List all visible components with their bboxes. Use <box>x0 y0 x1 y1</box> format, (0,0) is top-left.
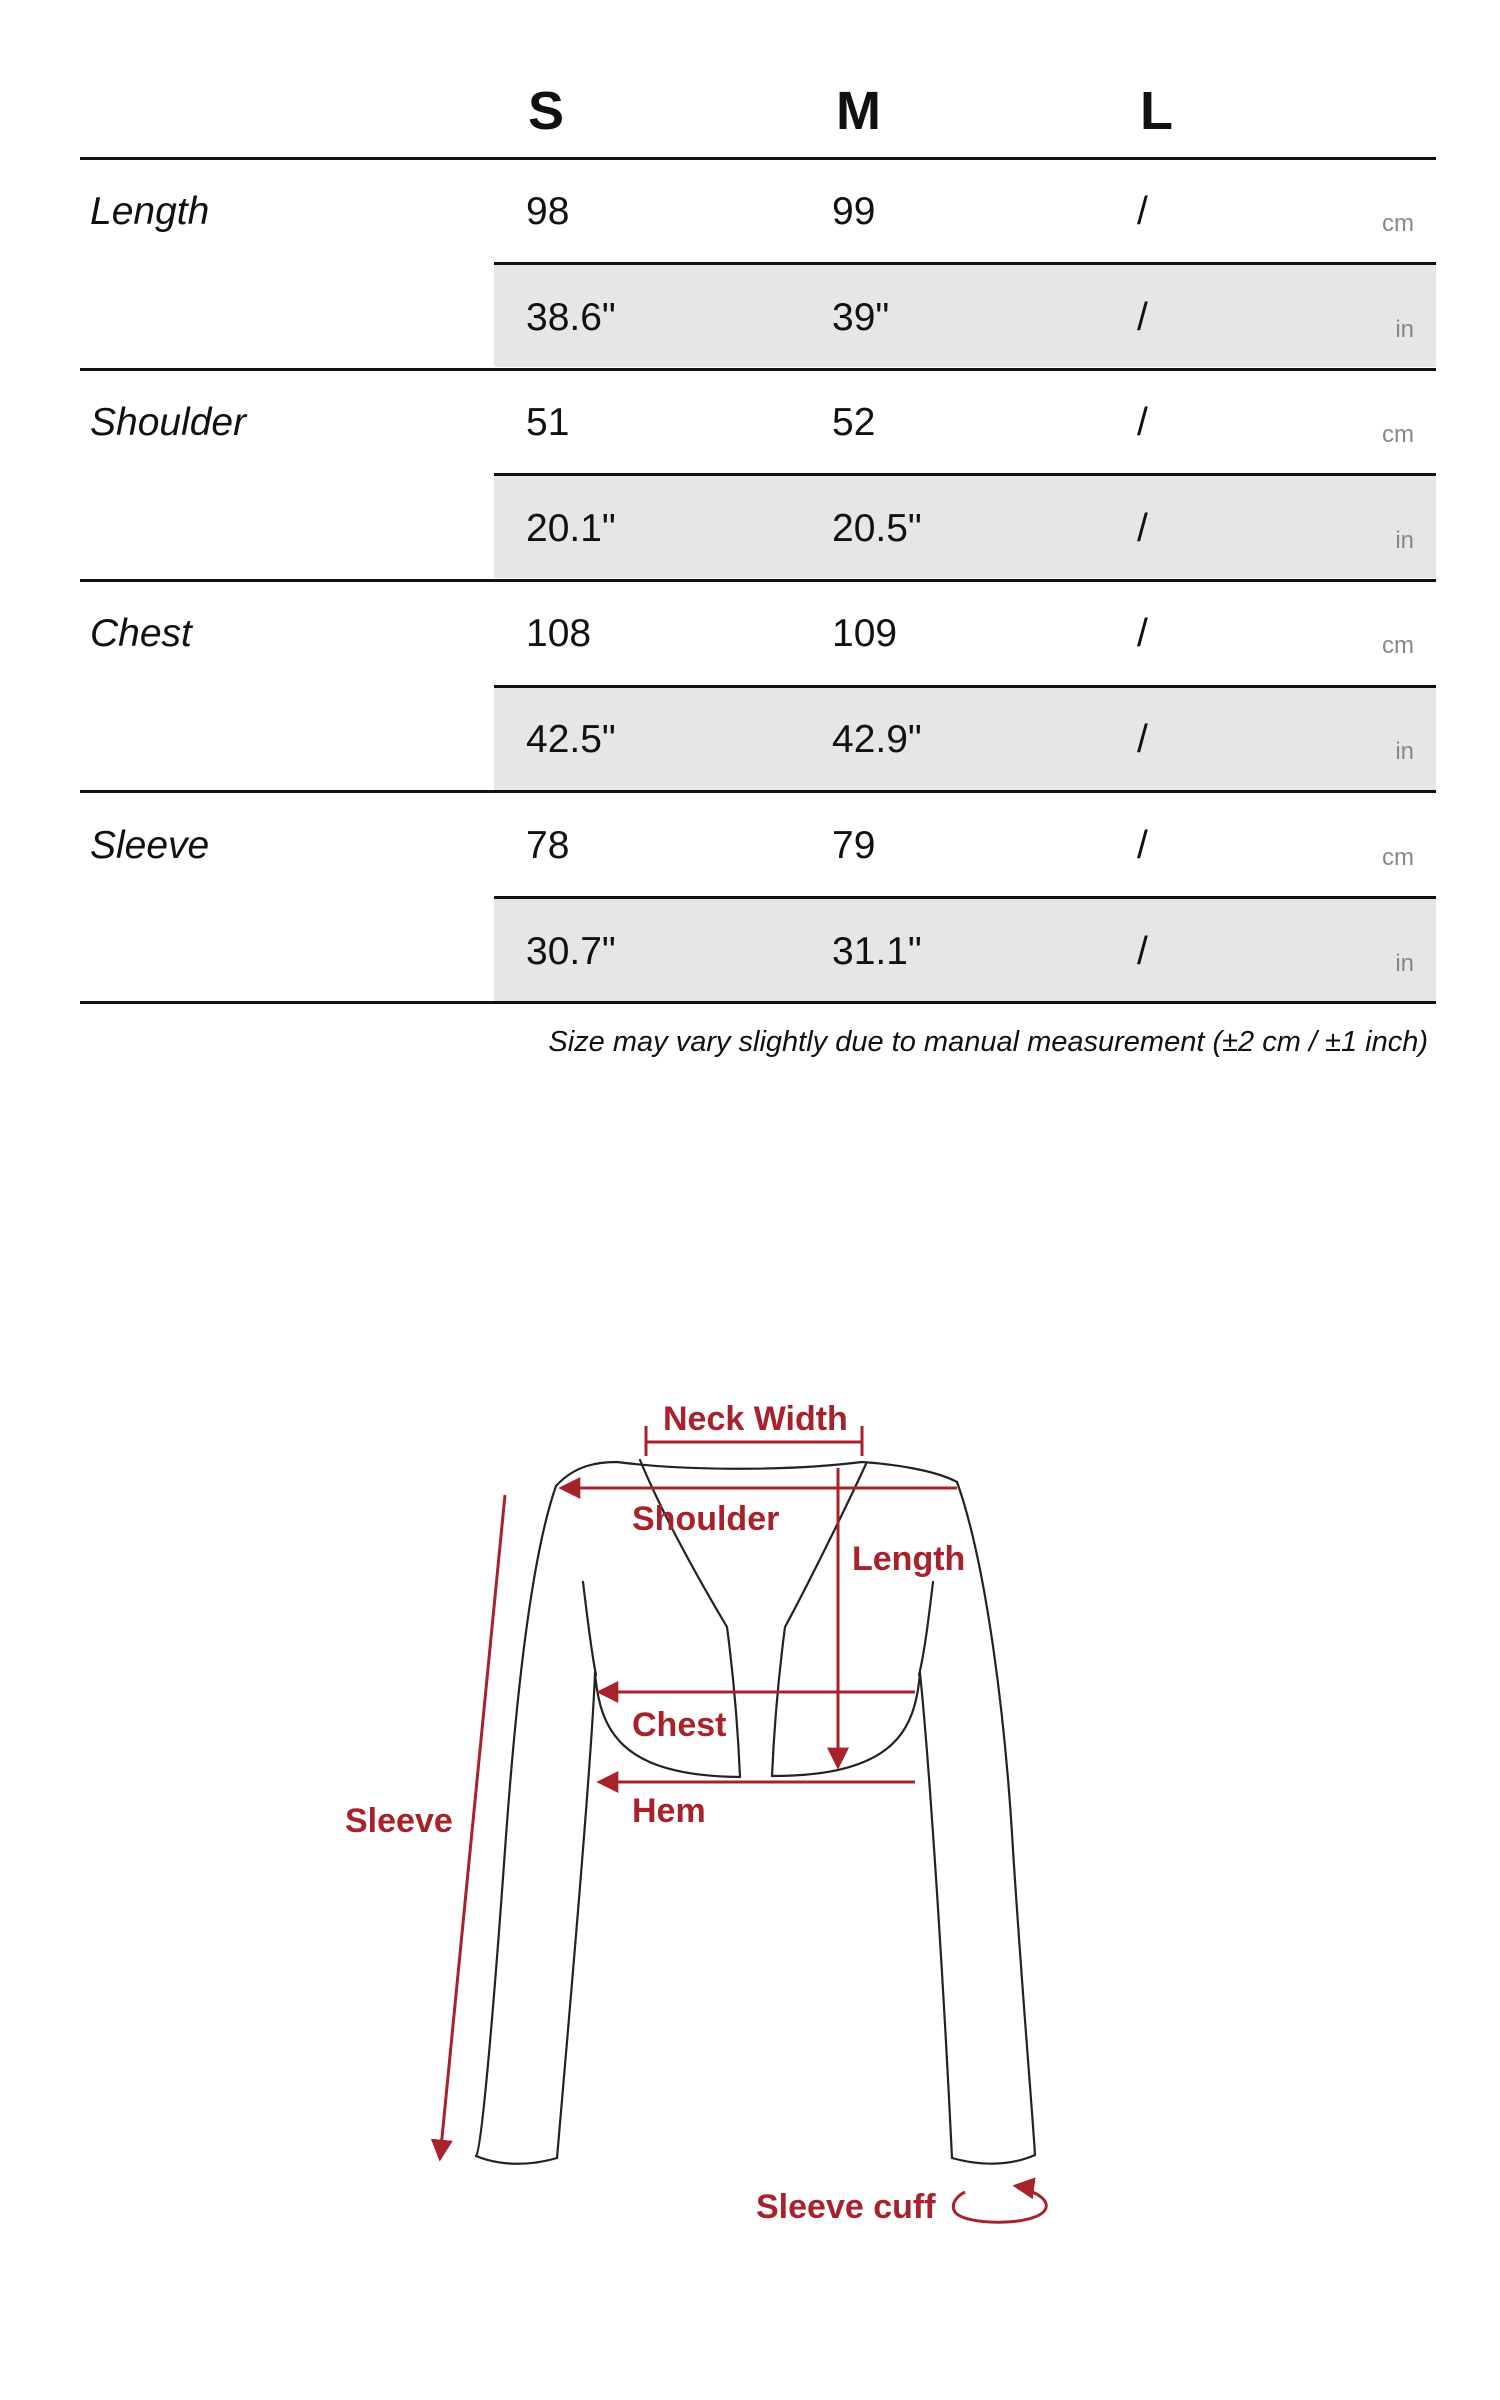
cell-length-m-cm: 99 <box>832 190 876 233</box>
label-sleeve: Sleeve <box>345 1802 453 1840</box>
cell-chest-m-cm: 109 <box>832 612 898 655</box>
garment-measurement-diagram <box>0 1330 1500 2270</box>
cell-chest-m-in: 42.9" <box>832 718 922 761</box>
cell-length-l-in: / <box>1137 296 1148 339</box>
inch-row-band <box>494 688 1436 790</box>
unit-cm: cm <box>1382 632 1414 659</box>
cell-shoulder-l-cm: / <box>1137 401 1148 444</box>
table-top-rule <box>80 157 1436 160</box>
cell-chest-s-in: 42.5" <box>526 718 616 761</box>
cell-shoulder-m-cm: 52 <box>832 401 876 444</box>
inch-row-band <box>494 476 1436 578</box>
table-bottom-rule <box>80 1001 1436 1004</box>
unit-cm: cm <box>1382 210 1414 237</box>
cell-sleeve-s-in: 30.7" <box>526 930 616 973</box>
unit-in: in <box>1395 738 1414 765</box>
row-label-length: Length <box>90 190 210 233</box>
cell-length-s-in: 38.6" <box>526 296 616 339</box>
row-label-sleeve: Sleeve <box>90 824 210 867</box>
row-divider <box>494 896 1436 899</box>
label-shoulder: Shoulder <box>632 1500 780 1538</box>
cell-sleeve-s-cm: 78 <box>526 824 570 867</box>
cell-sleeve-m-in: 31.1" <box>832 930 922 973</box>
row-divider <box>494 262 1436 265</box>
row-divider <box>80 368 1436 371</box>
unit-cm: cm <box>1382 421 1414 448</box>
cell-length-l-cm: / <box>1137 190 1148 233</box>
row-label-chest: Chest <box>90 612 192 655</box>
unit-cm: cm <box>1382 844 1414 871</box>
cell-chest-l-cm: / <box>1137 612 1148 655</box>
label-sleeve-cuff: Sleeve cuff <box>756 2188 936 2226</box>
row-divider <box>494 685 1436 688</box>
cell-chest-l-in: / <box>1137 718 1148 761</box>
cell-shoulder-m-in: 20.5" <box>832 507 922 550</box>
label-length: Length <box>852 1540 966 1578</box>
cell-sleeve-l-in: / <box>1137 930 1148 973</box>
row-divider <box>494 473 1436 476</box>
unit-in: in <box>1395 950 1414 977</box>
inch-row-band <box>494 265 1436 367</box>
cell-length-m-in: 39" <box>832 296 890 339</box>
row-divider <box>80 579 1436 582</box>
measurement-note: Size may vary slightly due to manual measurement (±2 cm / ±1 inch) <box>548 1026 1428 1058</box>
unit-in: in <box>1395 316 1414 343</box>
size-header-s: S <box>528 81 565 141</box>
size-header-l: L <box>1140 81 1173 141</box>
unit-in: in <box>1395 527 1414 554</box>
label-hem: Hem <box>632 1792 706 1830</box>
label-chest: Chest <box>632 1706 727 1744</box>
cell-shoulder-s-in: 20.1" <box>526 507 616 550</box>
cell-length-s-cm: 98 <box>526 190 570 233</box>
row-divider <box>80 790 1436 793</box>
cell-chest-s-cm: 108 <box>526 612 592 655</box>
label-neck-width: Neck Width <box>663 1400 848 1438</box>
row-label-shoulder: Shoulder <box>90 401 247 444</box>
cell-sleeve-m-cm: 79 <box>832 824 876 867</box>
cell-sleeve-l-cm: / <box>1137 824 1148 867</box>
inch-row-band <box>494 899 1436 1001</box>
size-header-m: M <box>836 81 881 141</box>
cell-shoulder-l-in: / <box>1137 507 1148 550</box>
cell-shoulder-s-cm: 51 <box>526 401 570 444</box>
